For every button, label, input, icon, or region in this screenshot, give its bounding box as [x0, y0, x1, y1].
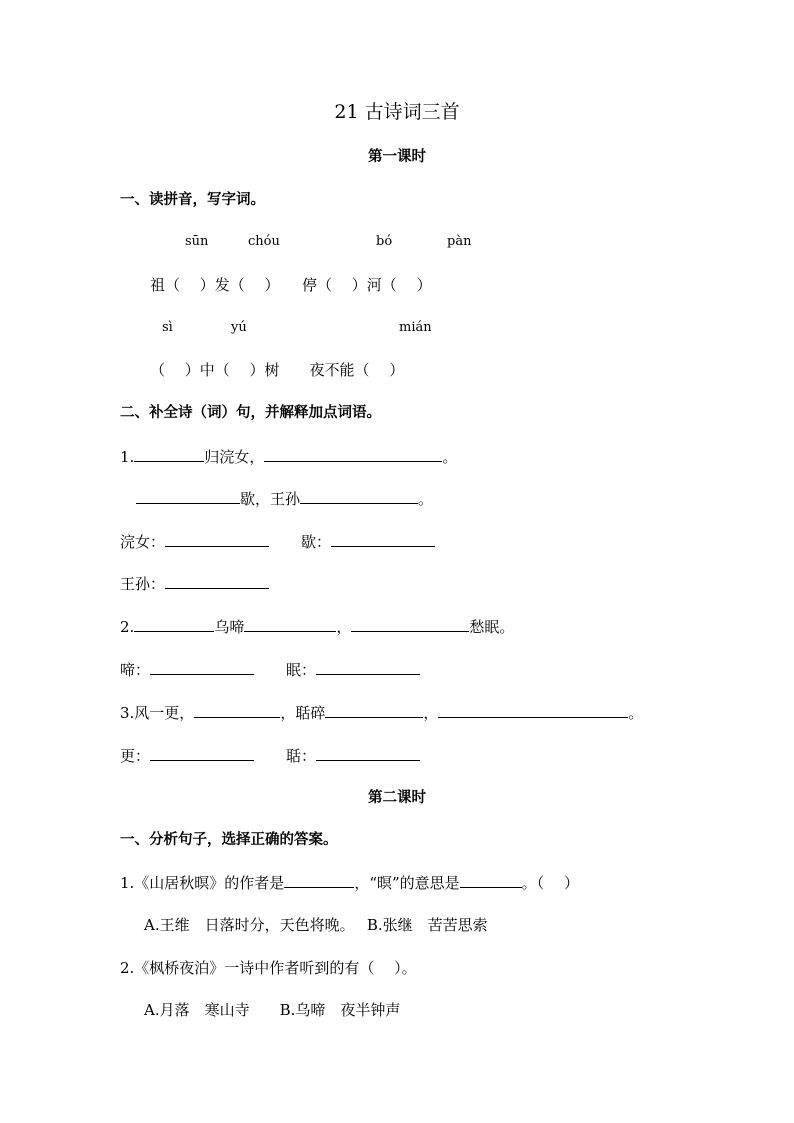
section-heading-poem: 二、补全诗（词）句，并解释加点词语。 [120, 405, 381, 421]
cq1-mid-text: ，“暝”的意思是 [354, 874, 460, 892]
q1-mid-text: 归浣女， [204, 448, 265, 466]
blank-mian[interactable] [316, 660, 420, 675]
q3-comma: ， [423, 704, 439, 722]
q2-comma: ， [336, 618, 352, 636]
label-geng: 更： [120, 747, 151, 765]
explain-row-2 [120, 574, 269, 594]
q3-blank-a[interactable] [194, 703, 280, 718]
choice-options-2: A.月落 寒山寺 B.乌啼 夜半钟声 [144, 1001, 401, 1019]
q1-blank-a[interactable] [134, 447, 204, 462]
cq1-start-text: 1.《山居秋暝》的作者是 [120, 874, 285, 892]
choice-question-1 [120, 873, 579, 893]
blank-wangsun[interactable] [165, 574, 269, 589]
label-xie: 歇： [301, 533, 332, 551]
pinyin-sun: sūn [185, 234, 209, 249]
cq1-blank-b[interactable] [460, 873, 522, 888]
question-1-line-1 [120, 447, 457, 467]
section-heading-choice: 一、分析句子，选择正确的答案。 [120, 832, 338, 848]
label-wangsun: 王孙： [120, 575, 166, 593]
q2-blank-a[interactable] [134, 617, 214, 632]
pinyin-si: sì [162, 320, 173, 335]
choice-options-1: A.王维 日落时分，天色将晚。 B.张继 苦苦思索 [144, 916, 488, 934]
question-1-line-2 [136, 489, 433, 509]
q1b-blank-b[interactable] [300, 489, 418, 504]
blank-ti[interactable] [150, 660, 254, 675]
label-gua: 聒： [286, 747, 317, 765]
lesson-heading-2: 第二课时 [368, 790, 426, 806]
pinyin-mian: mián [399, 320, 432, 335]
pinyin-yu: yú [231, 320, 247, 335]
label-ti: 啼： [120, 661, 151, 679]
blank-gua[interactable] [316, 746, 420, 761]
page-title: 21 古诗词三首 [334, 101, 460, 123]
q1-period: 。 [442, 448, 458, 466]
q2-mid-text: 乌啼 [214, 618, 245, 636]
blank-xie[interactable] [331, 532, 435, 547]
cq1-end-text: 。（ ） [521, 874, 579, 892]
word-row-1: 祖（ ）发（ ） 停（ ）河（ ） [150, 276, 432, 294]
q2-number: 2. [120, 618, 135, 636]
pinyin-pan: pàn [447, 234, 472, 249]
pinyin-chou: chóu [248, 234, 280, 249]
section-heading-pinyin: 一、读拼音，写字词。 [120, 192, 265, 208]
question-2-line [120, 617, 514, 637]
q2-blank-b[interactable] [244, 617, 336, 632]
label-mian: 眠： [286, 661, 317, 679]
explain-row-3 [120, 660, 420, 680]
label-huannv: 浣女： [120, 533, 166, 551]
explain-row-1 [120, 532, 435, 552]
q1-number: 1. [120, 448, 135, 466]
cq1-blank-a[interactable] [284, 873, 354, 888]
word-row-2: （ ）中（ ）树 夜不能（ ） [150, 361, 405, 379]
blank-huannv[interactable] [165, 532, 269, 547]
q3-period: 。 [628, 704, 644, 722]
lesson-heading-1: 第一课时 [368, 149, 426, 165]
q3-blank-c[interactable] [438, 703, 628, 718]
q3-start-text: 3.风一更， [120, 704, 195, 722]
q2-blank-c[interactable] [351, 617, 469, 632]
choice-question-2: 2.《枫桥夜泊》一诗中作者听到的有（ ）。 [120, 959, 417, 977]
explain-row-4 [120, 746, 420, 766]
q1b-blank-a[interactable] [136, 489, 240, 504]
pinyin-bo: bó [376, 234, 393, 249]
q2-end-text: 愁眠。 [469, 618, 515, 636]
q3-blank-b[interactable] [325, 703, 423, 718]
q1b-mid-text: 歇，王孙 [240, 490, 301, 508]
q1b-period: 。 [418, 490, 434, 508]
question-3-line [120, 703, 643, 723]
q1-blank-b[interactable] [264, 447, 442, 462]
blank-geng[interactable] [150, 746, 254, 761]
q3-mid-text: ，聒碎 [280, 704, 326, 722]
